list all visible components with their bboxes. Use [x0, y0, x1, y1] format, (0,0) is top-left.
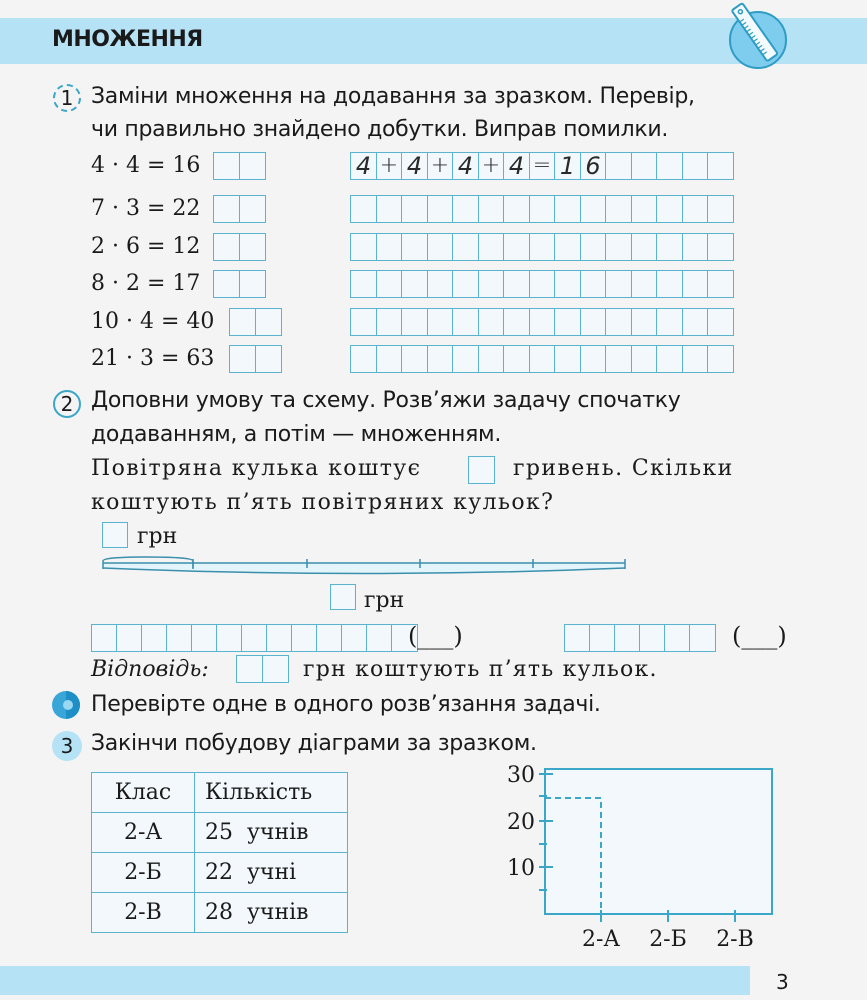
- grid-cell[interactable]: [580, 195, 607, 223]
- task1-instruction-line2: чи правильно знайдено добутки. Виправ помилки.: [91, 117, 669, 142]
- grid-cell[interactable]: [376, 195, 403, 223]
- grid-cell[interactable]: +: [376, 152, 403, 180]
- grid-cell[interactable]: [529, 345, 556, 373]
- grid-cell[interactable]: [605, 195, 632, 223]
- grid-cell[interactable]: [656, 233, 683, 261]
- grid-cell[interactable]: [656, 270, 683, 298]
- table-cell: 25 учнів: [195, 813, 348, 853]
- addition-answer-grid[interactable]: [350, 345, 734, 373]
- grid-cell[interactable]: [341, 624, 368, 652]
- grid-cell[interactable]: [682, 233, 709, 261]
- grid-cell[interactable]: [554, 270, 581, 298]
- grid-cell[interactable]: [707, 195, 734, 223]
- grid-cell[interactable]: 4: [503, 152, 530, 180]
- task-number-badge: 3: [52, 731, 82, 761]
- grid-cell[interactable]: [350, 195, 377, 223]
- pair-check-text: Перевірте одне в одного розв’язання задачі.: [91, 692, 601, 717]
- grid-cell[interactable]: [656, 308, 683, 336]
- grid-cell[interactable]: [427, 345, 454, 373]
- price-input-box[interactable]: [468, 456, 495, 484]
- table-cell: 2-А: [92, 813, 195, 853]
- grid-cell[interactable]: [707, 233, 734, 261]
- grid-cell[interactable]: [707, 345, 734, 373]
- grid-cell[interactable]: [401, 270, 428, 298]
- grid-cell[interactable]: [291, 624, 318, 652]
- grid-cell[interactable]: [707, 270, 734, 298]
- grid-cell[interactable]: [580, 345, 607, 373]
- grid-cell[interactable]: [401, 345, 428, 373]
- table-row: [92, 893, 348, 933]
- multiplication-expression: 4 · 4 = 16: [91, 153, 201, 178]
- check-mark-box[interactable]: [213, 270, 266, 298]
- grid-cell[interactable]: [631, 152, 658, 180]
- grid-cell[interactable]: [478, 233, 505, 261]
- grid-cell[interactable]: [580, 233, 607, 261]
- grid-cell[interactable]: [478, 270, 505, 298]
- grid-cell[interactable]: [529, 195, 556, 223]
- grid-cell[interactable]: [91, 624, 118, 652]
- grid-cell[interactable]: [639, 624, 666, 652]
- table-cell: 2-Б: [92, 853, 195, 893]
- grid-cell[interactable]: [350, 270, 377, 298]
- check-mark-box[interactable]: [213, 195, 266, 223]
- grid-cell[interactable]: [631, 308, 658, 336]
- svg-text:10: 10: [507, 856, 535, 881]
- grid-cell[interactable]: [376, 308, 403, 336]
- page-number: 3: [776, 970, 789, 994]
- check-mark-box[interactable]: [229, 308, 282, 336]
- grid-cell[interactable]: [529, 233, 556, 261]
- svg-text:20: 20: [507, 810, 535, 835]
- unit-price-label: грн: [137, 524, 178, 549]
- grid-cell[interactable]: [580, 270, 607, 298]
- grid-cell[interactable]: [427, 270, 454, 298]
- table-cell: 28 учнів: [195, 893, 348, 933]
- grid-cell[interactable]: [401, 195, 428, 223]
- addition-answer-grid[interactable]: [350, 308, 734, 336]
- grid-cell[interactable]: [503, 345, 530, 373]
- grid-cell[interactable]: [707, 152, 734, 180]
- answer-text: грн коштують п’ять кульок.: [303, 657, 658, 682]
- grid-cell[interactable]: [631, 195, 658, 223]
- grid-cell[interactable]: [682, 270, 709, 298]
- table-row: [92, 813, 348, 853]
- bar-chart[interactable]: [495, 760, 785, 959]
- check-mark-box[interactable]: [213, 152, 266, 180]
- solution-multiplication-unit: (___): [732, 622, 787, 650]
- table-header-cell: Кількість: [195, 773, 348, 813]
- grid-cell[interactable]: [605, 233, 632, 261]
- grid-cell[interactable]: [216, 624, 243, 652]
- grid-cell[interactable]: [350, 308, 377, 336]
- grid-cell[interactable]: [376, 233, 403, 261]
- solution-addition-unit: (___): [408, 622, 463, 650]
- solution-multiplication-cells[interactable]: [564, 624, 716, 652]
- grid-cell[interactable]: 4: [401, 152, 428, 180]
- grid-cell[interactable]: [452, 308, 479, 336]
- grid-cell[interactable]: [631, 345, 658, 373]
- grid-cell[interactable]: [605, 152, 632, 180]
- grid-cell[interactable]: [689, 624, 716, 652]
- grid-cell[interactable]: [266, 624, 293, 652]
- grid-cell[interactable]: [664, 624, 691, 652]
- grid-cell[interactable]: [350, 345, 377, 373]
- class-count-table: [91, 772, 348, 933]
- grid-cell[interactable]: [605, 345, 632, 373]
- grid-cell[interactable]: [503, 233, 530, 261]
- grid-cell[interactable]: [682, 152, 709, 180]
- grid-cell[interactable]: 1: [554, 152, 581, 180]
- answer-label: Відповідь:: [91, 657, 209, 682]
- grid-cell[interactable]: [141, 624, 168, 652]
- answer-input[interactable]: [236, 655, 289, 683]
- grid-cell[interactable]: [554, 195, 581, 223]
- grid-cell[interactable]: [401, 308, 428, 336]
- solution-addition-cells[interactable]: [91, 624, 418, 652]
- check-mark-box[interactable]: [229, 345, 282, 373]
- total-price-box[interactable]: [330, 584, 356, 610]
- task-number-badge: 2: [53, 390, 81, 418]
- problem-text-part2: гривень. Скільки: [513, 456, 734, 481]
- grid-cell[interactable]: [166, 624, 193, 652]
- grid-cell[interactable]: [452, 233, 479, 261]
- grid-cell[interactable]: [707, 308, 734, 336]
- segment-scheme: [100, 555, 630, 584]
- grid-cell[interactable]: [554, 345, 581, 373]
- grid-cell[interactable]: [682, 195, 709, 223]
- page-title: МНОЖЕННЯ: [52, 27, 203, 52]
- grid-cell[interactable]: [605, 308, 632, 336]
- grid-cell[interactable]: [631, 270, 658, 298]
- addition-answer-grid[interactable]: [350, 152, 734, 180]
- grid-cell[interactable]: [589, 624, 616, 652]
- grid-cell[interactable]: [554, 233, 581, 261]
- task3-instruction: Закінчи побудову діаграми за зразком.: [91, 731, 537, 756]
- grid-cell[interactable]: [656, 345, 683, 373]
- grid-cell[interactable]: [503, 195, 530, 223]
- svg-text:2-А: 2-А: [581, 927, 621, 952]
- check-mark-box[interactable]: [213, 233, 266, 261]
- total-price-label: грн: [364, 588, 405, 613]
- grid-cell[interactable]: [478, 345, 505, 373]
- grid-cell[interactable]: [656, 152, 683, 180]
- grid-cell[interactable]: [605, 270, 632, 298]
- ruler-icon: [722, 0, 792, 70]
- grid-cell[interactable]: [191, 624, 218, 652]
- multiplication-expression: 2 · 6 = 12: [91, 234, 201, 259]
- grid-cell[interactable]: [478, 195, 505, 223]
- grid-cell[interactable]: 4: [350, 152, 377, 180]
- svg-text:30: 30: [507, 763, 535, 788]
- grid-cell[interactable]: [564, 624, 591, 652]
- task2-instruction-line2: додаванням, а потім — множенням.: [91, 422, 502, 447]
- problem-text-part1: Повітряна кулька коштує: [91, 456, 422, 481]
- multiplication-expression: 8 · 2 = 17: [91, 271, 201, 296]
- table-header-row: [92, 773, 348, 813]
- table-row: [92, 853, 348, 893]
- grid-cell[interactable]: [529, 270, 556, 298]
- grid-cell[interactable]: [631, 233, 658, 261]
- addition-answer-grid[interactable]: [350, 270, 734, 298]
- grid-cell[interactable]: [554, 308, 581, 336]
- grid-cell[interactable]: [580, 308, 607, 336]
- grid-cell[interactable]: [366, 624, 393, 652]
- grid-cell[interactable]: +: [427, 152, 454, 180]
- grid-cell[interactable]: [427, 233, 454, 261]
- multiplication-expression: 7 · 3 = 22: [91, 196, 201, 221]
- grid-cell[interactable]: [614, 624, 641, 652]
- grid-cell[interactable]: [241, 624, 268, 652]
- problem-text-line2: коштують п’ять повітряних кульок?: [91, 490, 555, 515]
- task-number-badge: 1: [53, 84, 81, 112]
- grid-cell[interactable]: [316, 624, 343, 652]
- grid-cell[interactable]: [682, 345, 709, 373]
- grid-cell[interactable]: [452, 345, 479, 373]
- pair-work-icon: [51, 690, 81, 720]
- svg-text:2-В: 2-В: [716, 927, 754, 952]
- grid-cell[interactable]: 4: [452, 152, 479, 180]
- multiplication-expression: 10 · 4 = 40: [91, 309, 215, 334]
- grid-cell[interactable]: 6: [580, 152, 607, 180]
- grid-cell[interactable]: [452, 270, 479, 298]
- grid-cell[interactable]: [478, 308, 505, 336]
- grid-cell[interactable]: [427, 308, 454, 336]
- grid-cell[interactable]: [503, 308, 530, 336]
- grid-cell[interactable]: +: [478, 152, 505, 180]
- grid-cell[interactable]: [376, 270, 403, 298]
- grid-cell[interactable]: [376, 345, 403, 373]
- grid-cell[interactable]: [401, 233, 428, 261]
- svg-text:2-Б: 2-Б: [649, 927, 687, 952]
- table-header-cell: Клас: [92, 773, 195, 813]
- grid-cell[interactable]: [682, 308, 709, 336]
- grid-cell[interactable]: [529, 308, 556, 336]
- table-cell: 22 учні: [195, 853, 348, 893]
- grid-cell[interactable]: [350, 233, 377, 261]
- grid-cell[interactable]: [452, 195, 479, 223]
- task2-instruction-line1: Доповни умову та схему. Розв’яжи задачу спочатку: [91, 388, 681, 413]
- grid-cell[interactable]: [503, 270, 530, 298]
- footer-band: [0, 966, 750, 995]
- task1-instruction-line1: Заміни множення на додавання за зразком. Перевір,: [91, 84, 695, 109]
- addition-answer-grid[interactable]: [350, 233, 734, 261]
- multiplication-expression: 21 · 3 = 63: [91, 346, 215, 371]
- grid-cell[interactable]: [116, 624, 143, 652]
- table-cell: 2-В: [92, 893, 195, 933]
- grid-cell[interactable]: [656, 195, 683, 223]
- grid-cell[interactable]: [427, 195, 454, 223]
- grid-cell[interactable]: =: [529, 152, 556, 180]
- unit-price-box[interactable]: [102, 522, 128, 548]
- addition-answer-grid[interactable]: [350, 195, 734, 223]
